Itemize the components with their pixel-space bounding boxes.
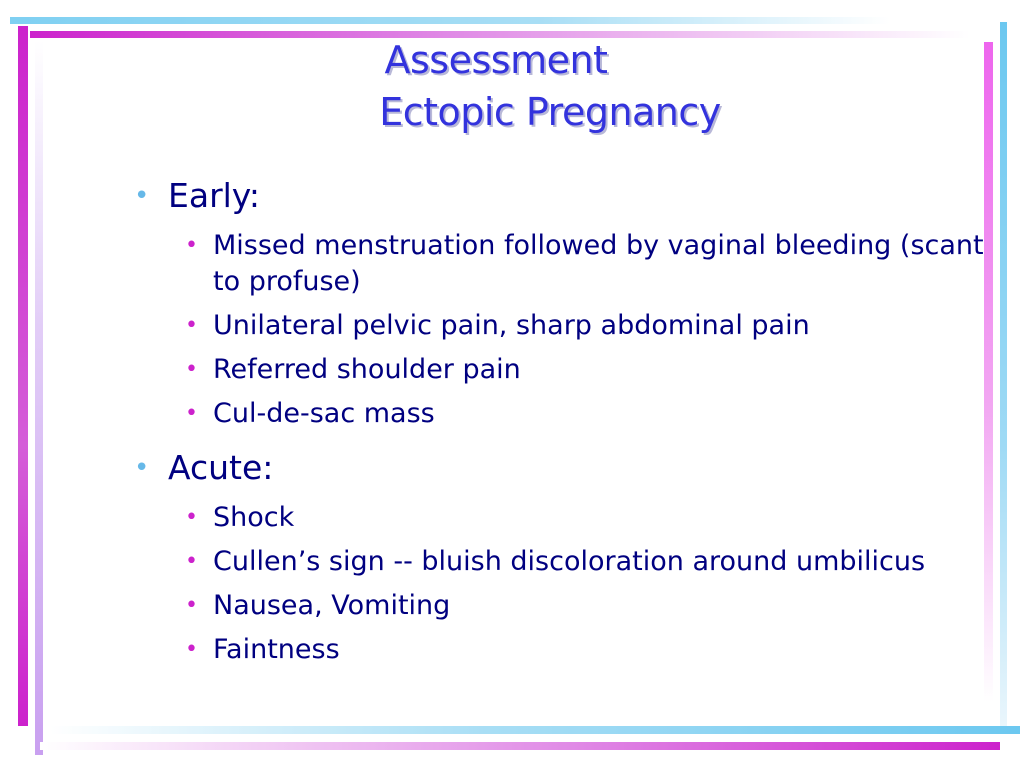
list-item-text: Missed menstruation followed by vaginal bleeding (scant to profuse) xyxy=(213,230,984,297)
bullet-icon: • xyxy=(185,401,198,426)
bullet-icon: • xyxy=(185,313,198,338)
slide-title xyxy=(250,34,850,138)
list-item-text: Shock xyxy=(213,502,295,533)
list-item-text: Nausea, Vomiting xyxy=(213,590,451,621)
bullet-icon: • xyxy=(185,549,198,574)
right-blue-bar xyxy=(1000,22,1007,728)
section-early xyxy=(130,172,990,220)
list-item xyxy=(130,228,990,300)
slide-body xyxy=(130,172,990,668)
bottom-blue-bar xyxy=(50,726,1020,734)
bullet-icon: • xyxy=(185,505,198,530)
left-magenta-bar xyxy=(18,26,28,726)
list-item-text: Cul-de-sac mass xyxy=(213,398,435,429)
bullet-icon: • xyxy=(185,637,198,662)
bullet-icon: • xyxy=(185,593,198,618)
list-item xyxy=(130,500,990,536)
list-item-text: Faintness xyxy=(213,634,340,665)
list-item-text: Referred shoulder pain xyxy=(213,354,521,385)
list-item xyxy=(130,544,990,580)
list-item-text: Cullen’s sign -- bluish discoloration around umbilicus xyxy=(213,546,926,577)
section-heading: Early: xyxy=(168,176,261,215)
top-blue-bar xyxy=(10,17,890,24)
bullet-icon: • xyxy=(134,453,150,483)
list-item xyxy=(130,588,990,624)
section-heading: Acute: xyxy=(168,448,274,487)
list-item xyxy=(130,352,990,388)
list-item xyxy=(130,632,990,668)
bullet-icon: • xyxy=(185,233,198,258)
bottom-magenta-bar xyxy=(40,742,1000,750)
list-item xyxy=(130,396,990,432)
bullet-icon: • xyxy=(185,357,198,382)
left-lavender-bar xyxy=(35,40,43,755)
slide-title-line-2: Ectopic Pregnancy xyxy=(379,90,721,134)
bullet-icon: • xyxy=(134,181,150,211)
list-item-text: Unilateral pelvic pain, sharp abdominal pain xyxy=(213,310,810,341)
slide-title-line-1: Assessment xyxy=(384,38,608,82)
list-item xyxy=(130,308,990,344)
section-acute xyxy=(130,444,990,492)
